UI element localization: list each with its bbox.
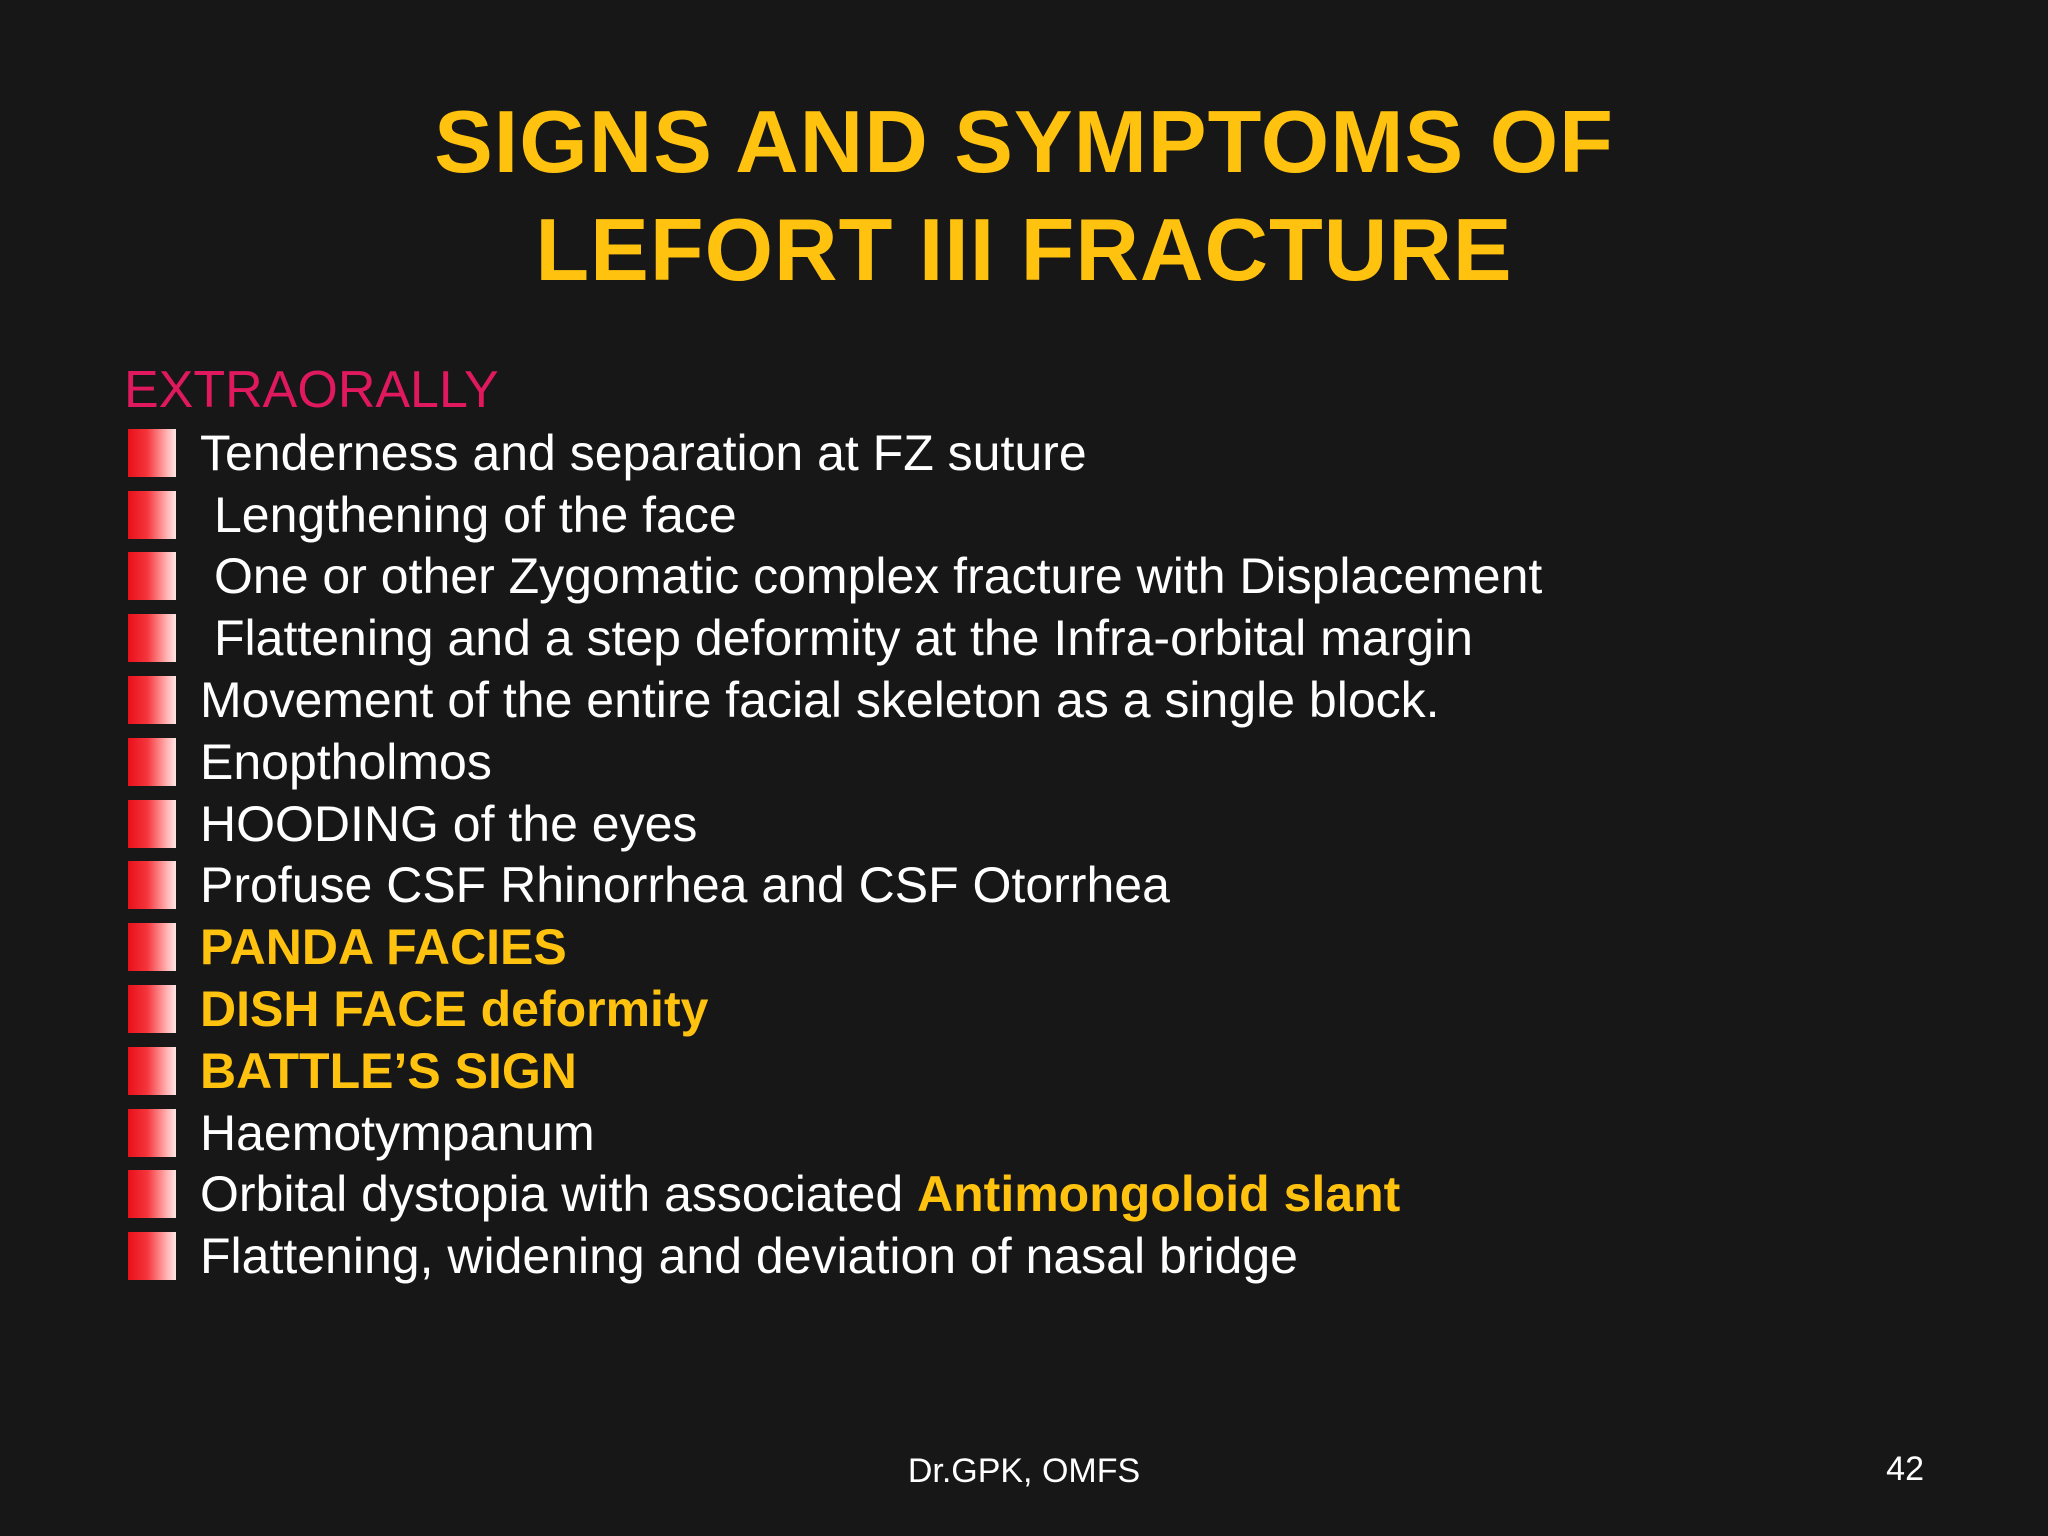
bullet-square-icon bbox=[128, 676, 176, 724]
bullet-item bbox=[128, 422, 1542, 484]
bullet-item bbox=[128, 731, 1542, 793]
bullet-square-icon bbox=[128, 491, 176, 539]
bullet-text: Lengthening of the face bbox=[214, 486, 737, 543]
bullet-square-icon bbox=[128, 861, 176, 909]
bullet-item bbox=[128, 669, 1542, 731]
bullet-text-highlight: BATTLE’S SIGN bbox=[200, 1042, 577, 1099]
bullet-square-icon bbox=[128, 614, 176, 662]
bullet-item bbox=[128, 855, 1542, 917]
bullet-text-plain: Orbital dystopia with associated bbox=[200, 1166, 918, 1223]
bullet-item bbox=[128, 978, 1542, 1040]
slide-title bbox=[0, 88, 2048, 304]
section-label: EXTRAORALLY bbox=[124, 361, 499, 419]
bullet-square-icon bbox=[128, 1109, 176, 1157]
bullet-text-accent: Antimongoloid slant bbox=[917, 1166, 1401, 1223]
bullet-square-icon bbox=[128, 738, 176, 786]
bullet-item bbox=[128, 546, 1542, 608]
bullet-text: Flattening and a step deformity at the Infra-orbital margin bbox=[214, 610, 1473, 667]
slide-title-line-1: SIGNS AND SYMPTOMS OF bbox=[434, 92, 1614, 191]
bullet-square-icon bbox=[128, 800, 176, 848]
bullet-text-highlight: PANDA FACIES bbox=[200, 919, 567, 976]
bullet-item bbox=[128, 1040, 1542, 1102]
bullet-square-icon bbox=[128, 1170, 176, 1218]
bullet-text-highlight: DISH FACE deformity bbox=[200, 981, 709, 1038]
bullet-item bbox=[128, 1164, 1542, 1226]
bullet-text bbox=[200, 1164, 1400, 1224]
footer-author: Dr.GPK, OMFS bbox=[907, 1452, 1141, 1490]
bullet-square-icon bbox=[128, 1047, 176, 1095]
bullet-text: HOODING of the eyes bbox=[200, 795, 698, 852]
bullet-text: One or other Zygomatic complex fracture with Displacement bbox=[214, 548, 1543, 605]
bullet-item bbox=[128, 607, 1542, 669]
bullet-square-icon bbox=[128, 923, 176, 971]
bullet-item bbox=[128, 1102, 1542, 1164]
bullet-text: Movement of the entire facial skeleton as a single block. bbox=[200, 672, 1440, 729]
bullet-item bbox=[128, 916, 1542, 978]
bullet-square-icon bbox=[128, 429, 176, 477]
bullet-text: Flattening, widening and deviation of nasal bridge bbox=[200, 1228, 1298, 1285]
bullet-square-icon bbox=[128, 552, 176, 600]
bullet-item bbox=[128, 484, 1542, 546]
bullet-text: Enoptholmos bbox=[200, 733, 492, 790]
bullet-text: Tenderness and separation at FZ suture bbox=[200, 424, 1087, 481]
bullet-text: Haemotympanum bbox=[200, 1104, 595, 1161]
bullet-square-icon bbox=[128, 1232, 176, 1280]
bullet-item bbox=[128, 793, 1542, 855]
page-number: 42 bbox=[1886, 1450, 1924, 1488]
bullet-item bbox=[128, 1225, 1542, 1287]
slide-title-line-2: LEFORT III FRACTURE bbox=[535, 200, 1513, 299]
bullet-text: Profuse CSF Rhinorrhea and CSF Otorrhea bbox=[200, 857, 1170, 914]
bullet-square-icon bbox=[128, 985, 176, 1033]
bullet-list bbox=[128, 422, 1542, 1287]
